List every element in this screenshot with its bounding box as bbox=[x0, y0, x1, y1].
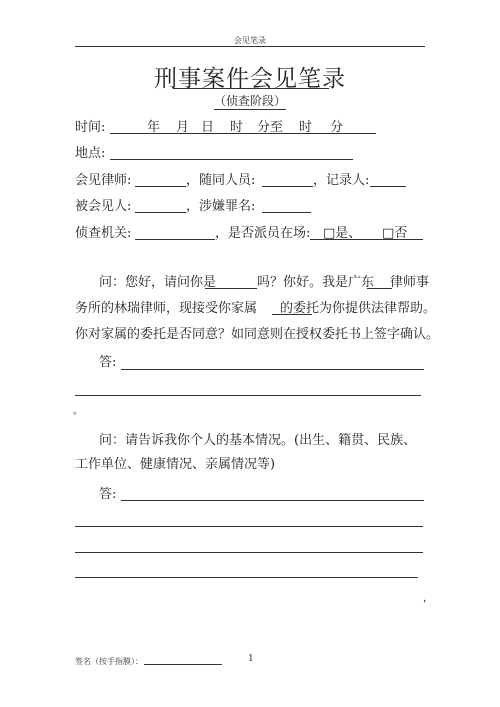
time-unit-hour: 时 bbox=[230, 120, 244, 135]
dispatch-label: ，是否派员在场: bbox=[215, 226, 311, 241]
answer-2-mark: ， bbox=[423, 593, 433, 604]
yes-checkbox[interactable]: □是、 bbox=[323, 226, 362, 241]
lawyer-field[interactable] bbox=[135, 186, 186, 187]
q1-text-b: 吗？你好。我是广东 bbox=[257, 275, 375, 290]
signature-row bbox=[75, 656, 143, 667]
answer-2-label: 答: bbox=[99, 487, 117, 502]
interviewee-label: 被会见人: bbox=[75, 199, 132, 214]
companion-field[interactable] bbox=[262, 186, 313, 187]
time-row bbox=[75, 120, 105, 136]
place-field[interactable] bbox=[110, 159, 353, 160]
signature-field[interactable] bbox=[144, 664, 222, 665]
q1-text-c: 律师事 bbox=[390, 275, 430, 290]
answer-2-line-4[interactable] bbox=[75, 577, 418, 578]
page-number: 1 bbox=[248, 654, 254, 664]
time-unit-hour-end: 时 bbox=[299, 120, 313, 135]
agency-label: 侦查机关: bbox=[75, 226, 132, 241]
time-unit-minute-to: 分至 bbox=[257, 120, 284, 135]
answer-2-line-2[interactable] bbox=[75, 526, 423, 527]
q1-text-f: 你对家属的委托是否同意？如同意则在授权委托书上签字确认。 bbox=[75, 327, 440, 342]
time-unit-month: 月 bbox=[176, 120, 190, 135]
answer-1-period: 。 bbox=[73, 406, 83, 417]
answer-1-line-1[interactable] bbox=[121, 369, 424, 370]
no-checkbox[interactable]: □否 bbox=[382, 226, 408, 241]
lawyer-label: 会见律师: bbox=[75, 173, 132, 188]
charge-label: ，涉嫌罪名: bbox=[186, 199, 256, 214]
document-title: 刑事案件会见笔录 bbox=[154, 66, 346, 92]
time-label: 时间: bbox=[75, 120, 106, 135]
companion-label: ，随同人员: bbox=[186, 173, 256, 188]
answer-1-label: 答: bbox=[99, 355, 117, 370]
time-unit-minute-end: 分 bbox=[330, 120, 344, 135]
answer-2-line-3[interactable] bbox=[75, 552, 423, 553]
q1-city-blank[interactable] bbox=[367, 288, 392, 289]
q1-text-e: 的委托为你提供法律帮助。 bbox=[280, 301, 437, 316]
recorder-field[interactable] bbox=[370, 186, 406, 187]
question-2 bbox=[75, 429, 427, 477]
header-rule bbox=[75, 46, 425, 47]
q1-text-a: 问：您好，请问你是 bbox=[99, 275, 217, 290]
q1-text-d: 务所的林瑞律师，现接受你家属 bbox=[75, 301, 258, 316]
stage-underline bbox=[214, 109, 286, 110]
answer-1-line-2[interactable] bbox=[75, 395, 421, 396]
agency-field[interactable] bbox=[135, 239, 215, 240]
time-unit-day: 日 bbox=[201, 120, 215, 135]
charge-field[interactable] bbox=[262, 212, 311, 213]
time-unit-year: 年 bbox=[147, 120, 161, 135]
answer-2-line-1[interactable] bbox=[121, 500, 424, 501]
running-header: 会见笔录 bbox=[234, 36, 266, 45]
recorder-label: ，记录人: bbox=[313, 173, 370, 188]
title-underline bbox=[173, 88, 329, 89]
interviewee-field[interactable] bbox=[135, 212, 186, 213]
question-2-text: 问：请告诉我你个人的基本情况。(出生、籍贯、民族、工作单位、健康情况、亲属情况等) bbox=[75, 433, 417, 472]
document-stage: （侦查阶段） bbox=[213, 94, 286, 108]
q1-name-blank[interactable] bbox=[205, 288, 257, 289]
signature-label: 签名（按手指膜）： bbox=[75, 657, 143, 666]
place-label: 地点: bbox=[75, 146, 106, 161]
